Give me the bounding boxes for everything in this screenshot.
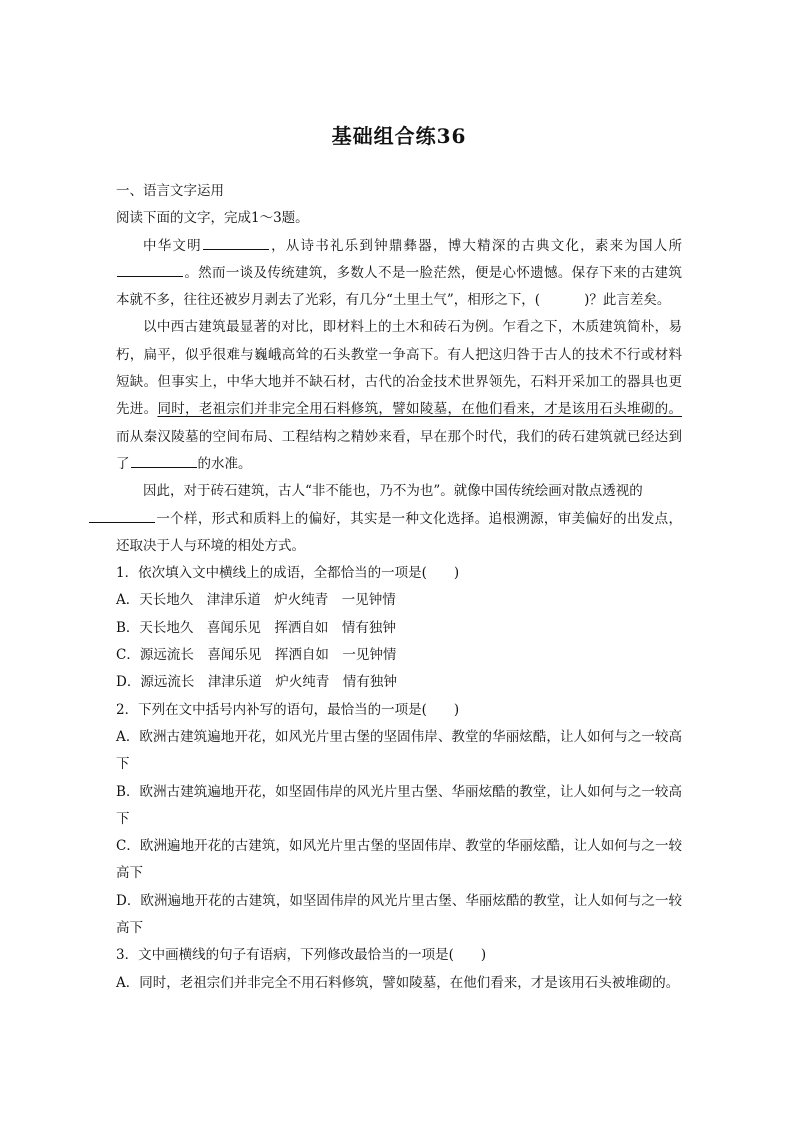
section-heading: 一、语言文字运用	[116, 183, 224, 199]
passage-text: 一个样，形式和质料上的偏好，其实是一种文化选择。追根溯源，审美偏好的出发点，还取决于人与环境的相处方式。	[116, 510, 682, 554]
passage-text: 。然而一谈及传统建筑，多数人不是一脸茫然，便是心怀遗憾。保存下来的古建筑本就不多，往往还被岁月剥去了光彩，有几分“土里土气”，相形之下，(	[116, 264, 682, 309]
passage-text: 的水准。	[197, 455, 252, 472]
reading-instruction: 阅读下面的文字，完成1～3题。	[116, 210, 309, 227]
option-a: A．同时，老祖宗们并非完全不用石料修筑，譬如陵墓，在他们看来，才是该用石头被堆砌的。	[116, 974, 680, 991]
passage-text: 而从秦汉陵墓的空间布局、工程结构之精妙来看，早在那个时代，我们的砖石建筑就已经达到了	[116, 428, 682, 472]
fill-blank-2	[117, 262, 183, 277]
option-d: D．源远流长 津津乐道 炉火纯青 情有独钟	[116, 674, 397, 691]
question-stem: 1．依次填入文中横线上的成语，全都恰当的一项是( )	[116, 565, 460, 582]
fill-blank-4	[89, 508, 155, 523]
fill-blank-1	[203, 235, 269, 250]
option-c: C．欧洲遍地开花的古建筑，如风光片里古堡的坚固伟岸、教堂的华丽炫酷，让人如何与之一较高下	[116, 838, 682, 882]
document-page	[116, 122, 682, 997]
passage-text: ，从诗书礼乐到钟鼎彝器，博大精深的古典文化，素来为国人所	[269, 237, 682, 254]
underlined-sentence: 同时，老祖宗们并非完全用石料修筑，譬如陵墓，在他们看来，才是该用石头堆砌的。	[157, 401, 682, 418]
question-stem: 3．文中画横线的句子有语病，下列修改最恰当的一项是( )	[116, 947, 487, 964]
option-a: A．欧洲古建筑遍地开花，如风光片里古堡的坚固伟岸、教堂的华丽炫酷，让人如何与之一较高下	[116, 728, 682, 773]
option-a: A．天长地久 津津乐道 炉火纯青 一见钟情	[116, 592, 396, 609]
option-d: D．欧洲遍地开花的古建筑，如坚固伟岸的风光片里古堡、华丽炫酷的教堂，让人如何与之一较高下	[116, 892, 682, 937]
passage-paragraph-1	[116, 233, 682, 315]
question-1	[116, 560, 682, 696]
question-3	[116, 942, 682, 997]
passage-text: )？此言差矣。	[584, 292, 671, 309]
fill-blank-3	[131, 453, 197, 468]
option-b: B．天长地久 喜闻乐见 挥洒自如 情有独钟	[116, 619, 396, 636]
question-2	[116, 697, 682, 943]
option-b: B．欧洲古建筑遍地开花，如坚固伟岸的风光片里古堡、华丽炫酷的教堂，让人如何与之一较高下	[116, 783, 682, 827]
option-c: C．源远流长 喜闻乐见 挥洒自如 一见钟情	[116, 647, 397, 664]
page-title: 基础组合练36	[331, 124, 467, 148]
passage-text: 因此，对于砖石建筑，古人“非不能也，乃不为也”。就像中国传统绘画对散点透视的	[143, 483, 643, 500]
passage-text: 以中西古建筑最显著的对比，即材料上的土木和砖石为例。乍看之下，木质建筑简朴，易朽，扁平，似乎很难与巍峨高耸的石头教堂一争高下。有人把这归咎于古人的技术不行或材料短缺。但事实上，中华大地并不缺石材，古代的冶金技术世界领先，石料开采加工的器具也更先进。	[116, 319, 682, 418]
passage-paragraph-2	[116, 314, 682, 478]
passage-paragraph-3	[116, 478, 682, 560]
question-stem: 2．下列在文中括号内补写的语句，最恰当的一项是( )	[116, 701, 460, 718]
passage-text: 中华文明	[143, 237, 202, 254]
